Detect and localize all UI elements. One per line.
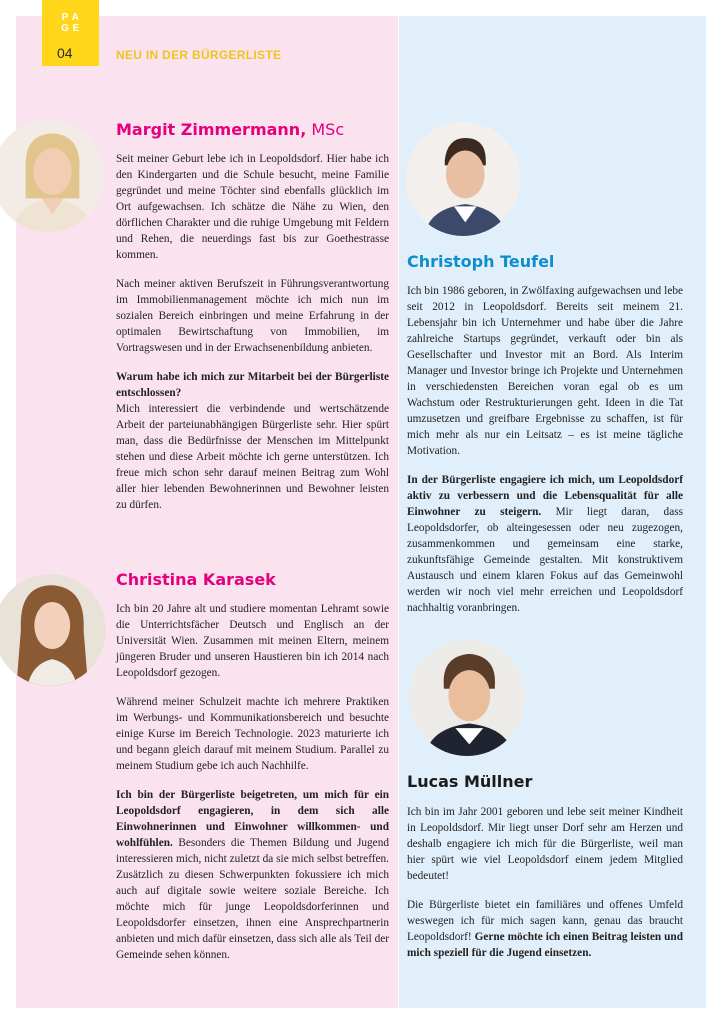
christoph-paragraph-2: In der Bürgerliste engagiere ich mich, um Leopoldsdorf aktiv zu verbessern und die Lebensqualität für alle Einwohner zu steigern. Mir liegt daran, dass Leopoldsdorfer, ob alteingesessen oder neu zugezogen, zusammenkommen und gemeinsam eine starke, zukunftsfähige Gemeinde gestalten. Mit konstruktivem Austausch und einem klaren Fokus auf das Gemeinwohl werden wir noch viel mehr erreichen und Leopoldsdorf nachhaltig voranbringen.: [407, 474, 683, 614]
christina-bio: [116, 601, 389, 976]
margit-bio: [116, 151, 389, 526]
christina-name: Christina Karasek: [116, 570, 276, 589]
christina-paragraph-3: Ich bin der Bürgerliste beigetreten, um mich für ein Leopoldsdorf engagieren, in dem sich alle Einwohnerinnen und Einwohner willkommen- und wohlfühlen. Besonders die Themen Bildung und Jugend interessieren mich, nicht zuletzt da sie mich selbst betreffen. Zusätzlich zu diesen Schwerpunkten fokussiere ich mich auch auf digitale sowie weitere soziale Bereiche. Ich möchte mich für junge Leopoldsdorferinnen und Leopoldsdorfer einsetzen, ihnen eine Ansprechpartnerin anbieten und mich dafür einsetzen, dass sich alle als Teil der Gemeinde sehen können.: [116, 789, 389, 961]
lucas-highlight: Gerne möchte ich einen Beitrag leisten und mich speziell für die Jugend einsetzen.: [407, 931, 684, 959]
section-title: NEU IN DER BÜRGERLISTE: [116, 48, 282, 62]
christoph-name: Christoph Teufel: [407, 252, 555, 271]
margit-paragraph-3: Mich interessiert die verbindende und wertschätzende Arbeit der parteiunabhängigen Bürgerliste sehr. Hier spürt man, dass die Bedürfnisse der Menschen im Mittelpunkt stehen und diese Arbeit möchte ich gerne unterstützen. Ich freue mich schon sehr darauf meinen Beitrag zum Wohl aller hier lebenden Bewohnerinnen und Bewohner leisten zu dürfen.: [116, 403, 389, 511]
christina-paragraph-1: Ich bin 20 Jahre alt und studiere momentan Lehramt sowie die Unterrichtsfächer Deutsch und Englisch an der Universität Wien. Zusammen mit meinen Eltern, meinem jüngeren Bruder und unseren Haustieren bin ich 2014 nach Leopoldsdorf gezogen.: [116, 603, 389, 679]
lucas-bio: [407, 804, 683, 974]
margit-question: Warum habe ich mich zur Mitarbeit bei der Bürgerliste entschlossen?: [116, 371, 389, 399]
christoph-highlight: In der Bürgerliste engagiere ich mich, um Leopoldsdorf aktiv zu verbessern und die Lebensqualität für alle Einwohner zu steigern.: [407, 474, 683, 518]
lucas-portrait: [409, 640, 525, 756]
lucas-paragraph-1: Ich bin im Jahr 2001 geboren und lebe seit meiner Kindheit in Leopoldsdorf. Mir liegt unser Dorf sehr am Herzen und deshalb engagiere ich mich für die Bürgerliste, weil man hier spürt wie viel Leopoldsdorf einem jedem Mitglied bedeutet!: [407, 806, 683, 882]
page-label: P A G E: [61, 12, 80, 34]
lucas-paragraph-2: Die Bürgerliste bietet ein familiäres und offenes Umfeld weswegen ich für mich sagen kann, genau das braucht Leopoldsdorf! Gerne möchte ich einen Beitrag leisten und mich speziell für die Jugend einsetzen.: [407, 899, 684, 959]
christoph-paragraph-1: Ich bin 1986 geboren, in Zwölfaxing aufgewachsen und lebe seit 2012 in Leopoldsdorf. Bereits seit meinem 21. Lebensjahr bin ich Unternehmer und habe über die Jahre zahlreiche Startups gegründet, verkauft oder bin als Gesellschafter und Investor mit an Bord. Als Interim Manager und Investor bringe ich Projekte und Unternehmen in verschiedensten Bereichen voran egal ob es um Wachstum oder Restrukturierungen geht. Ideen in die Tat umzusetzen und greifbare Ergebnisse zu schaffen, ist für mich mehr als nur ein Leitsatz – es ist meine tägliche Motivation.: [407, 285, 683, 457]
page-tab: [42, 0, 99, 66]
christoph-portrait: [406, 122, 520, 236]
christina-paragraph-2: Während meiner Schulzeit machte ich mehrere Praktiken im Werbungs- und Kommunikationsbereich und besuchte einige Kurse im Bereich Technologie. 2023 maturierte ich und begann gleich darauf mit meinem Studium. Parallel zu meinem Studium gebe ich auch Nachhilfe.: [116, 696, 389, 772]
christina-highlight: Ich bin der Bürgerliste beigetreten, um mich für ein Leopoldsdorf engagieren, in dem sich alle Einwohnerinnen und Einwohner willkommen- und wohlfühlen.: [116, 789, 389, 849]
page-number: 04: [57, 45, 73, 61]
margit-paragraph-1: Seit meiner Geburt lebe ich in Leopoldsdorf. Hier habe ich den Kindergarten und die Schule besucht, meine Familie gegründet und meine Töchter sind ebenfalls glücklich im Ort aufgewachsen. Ich schätze die Nähe zu Wien, den dörflichen Charakter und die ruhige Umgebung mit Feldern und Rehen, die neuerdings fast bis zur Goethestrasse kommen.: [116, 153, 389, 261]
lucas-name: Lucas Müllner: [407, 772, 533, 791]
margit-name: Margit Zimmermann, MSc: [116, 120, 345, 139]
christoph-bio: [407, 283, 683, 629]
margit-paragraph-2: Nach meiner aktiven Berufszeit in Führungsverantwortung im Immobilienmanagement möchte ich mich nun im sozialen Bereich einbringen und meine Erfahrung in der optimalen Bewirtschaftung von Immobilien, im Vortragswesen und in der Erwachsenenbildung anbieten.: [116, 278, 389, 354]
